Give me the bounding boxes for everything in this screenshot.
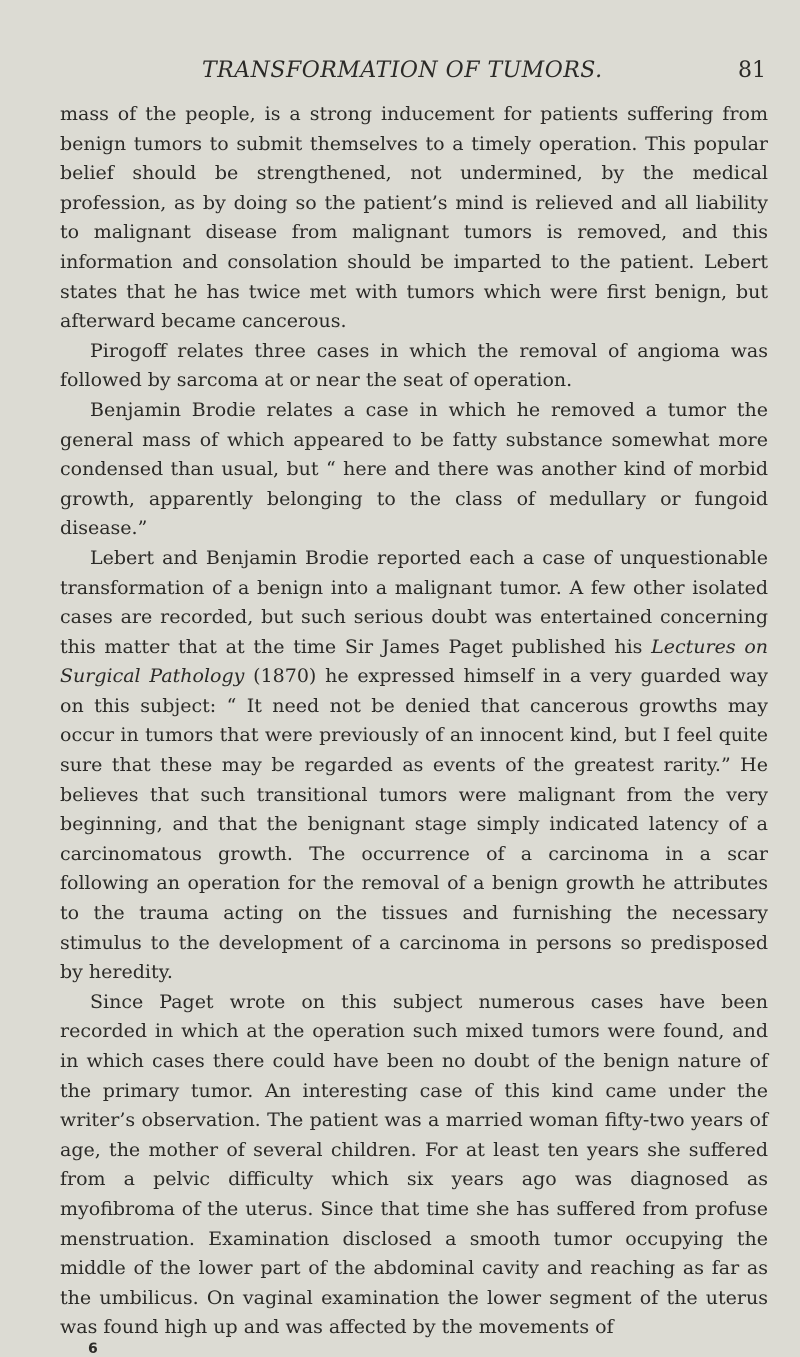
signature-mark: 6 (88, 1340, 98, 1357)
paragraph-4-before: Lebert and Benjamin Brodie reported each a case of unquestionable transformation of a benign into a malignant tumor. A few other isolated cases are recorded, but such serious doubt was entertained concerning this matter that at the time Sir James Paget published his (60, 546, 768, 658)
page-header (60, 56, 768, 100)
running-head: TRANSFORMATION OF TUMORS. (202, 58, 603, 83)
book-title: Lectures on Surgical Pathology (60, 635, 768, 688)
paragraph-5: Since Paget wrote on this subject numerous cases have been recorded in which at the operation such mixed tumors were found, and in which cases there could have been no doubt of the benign nature of the primary tumor. An interesting case of this kind came under the writer’s observation. The patient was a married woman fifty-two years of age, the mother of several children. For at least ten years she suffered from a pelvic difficulty which six years ago was diagnosed as myofibroma of the uterus. Since that time she has suffered from profuse menstruation. Examination disclosed a smooth tumor occupying the middle of the lower part of the abdominal cavity and reaching as far as the umbilicus. On vaginal examination the lower segment of the uterus was found high up and was affected by the movements of (60, 990, 768, 1339)
paragraph-3: Benjamin Brodie relates a case in which he removed a tumor the general mass of which appeared to be fatty substance somewhat more condensed than usual, but “ here and there was another kind of morbid growth, apparently belonging to the class of medullary or fungoid disease.” (60, 398, 768, 540)
paragraph-4 (60, 544, 768, 988)
paragraph-1: mass of the people, is a strong inducement for patients suffering from benign tumors to submit themselves to a timely operation. This popular belief should be strengthened, not undermined, by the medical profession, as by doing so the patient’s mind is relieved and all liability to malignant disease from malignant tumors is removed, and this information and consolation should be imparted to the patient. Lebert states that he has twice met with tumors which were first benign, but afterward became cancerous. (60, 103, 768, 333)
paragraph-2: Pirogoff relates three cases in which the removal of angioma was followed by sarcoma at or near the seat of operation. (60, 339, 768, 392)
body-text (60, 100, 768, 1357)
page-number: 81 (738, 58, 766, 83)
paragraph-4-after: (1870) he expressed himself in a very guarded way on this subject: “ It need not be denied that cancerous growths may occur in tumors that were previously of an innocent kind, but I feel quite sure that these may be regarded as events of the greatest rarity.” He believes that such transitional tumors were malignant from the very beginning, and that the benignant stage simply indicated latency of a carcinomatous growth. The occurrence of a carcinoma in a scar following an operation for the removal of a benign growth he attributes to the trauma acting on the tissues and furnishing the necessary stimulus to the development of a carcinoma in persons so predisposed by heredity. (60, 665, 768, 984)
